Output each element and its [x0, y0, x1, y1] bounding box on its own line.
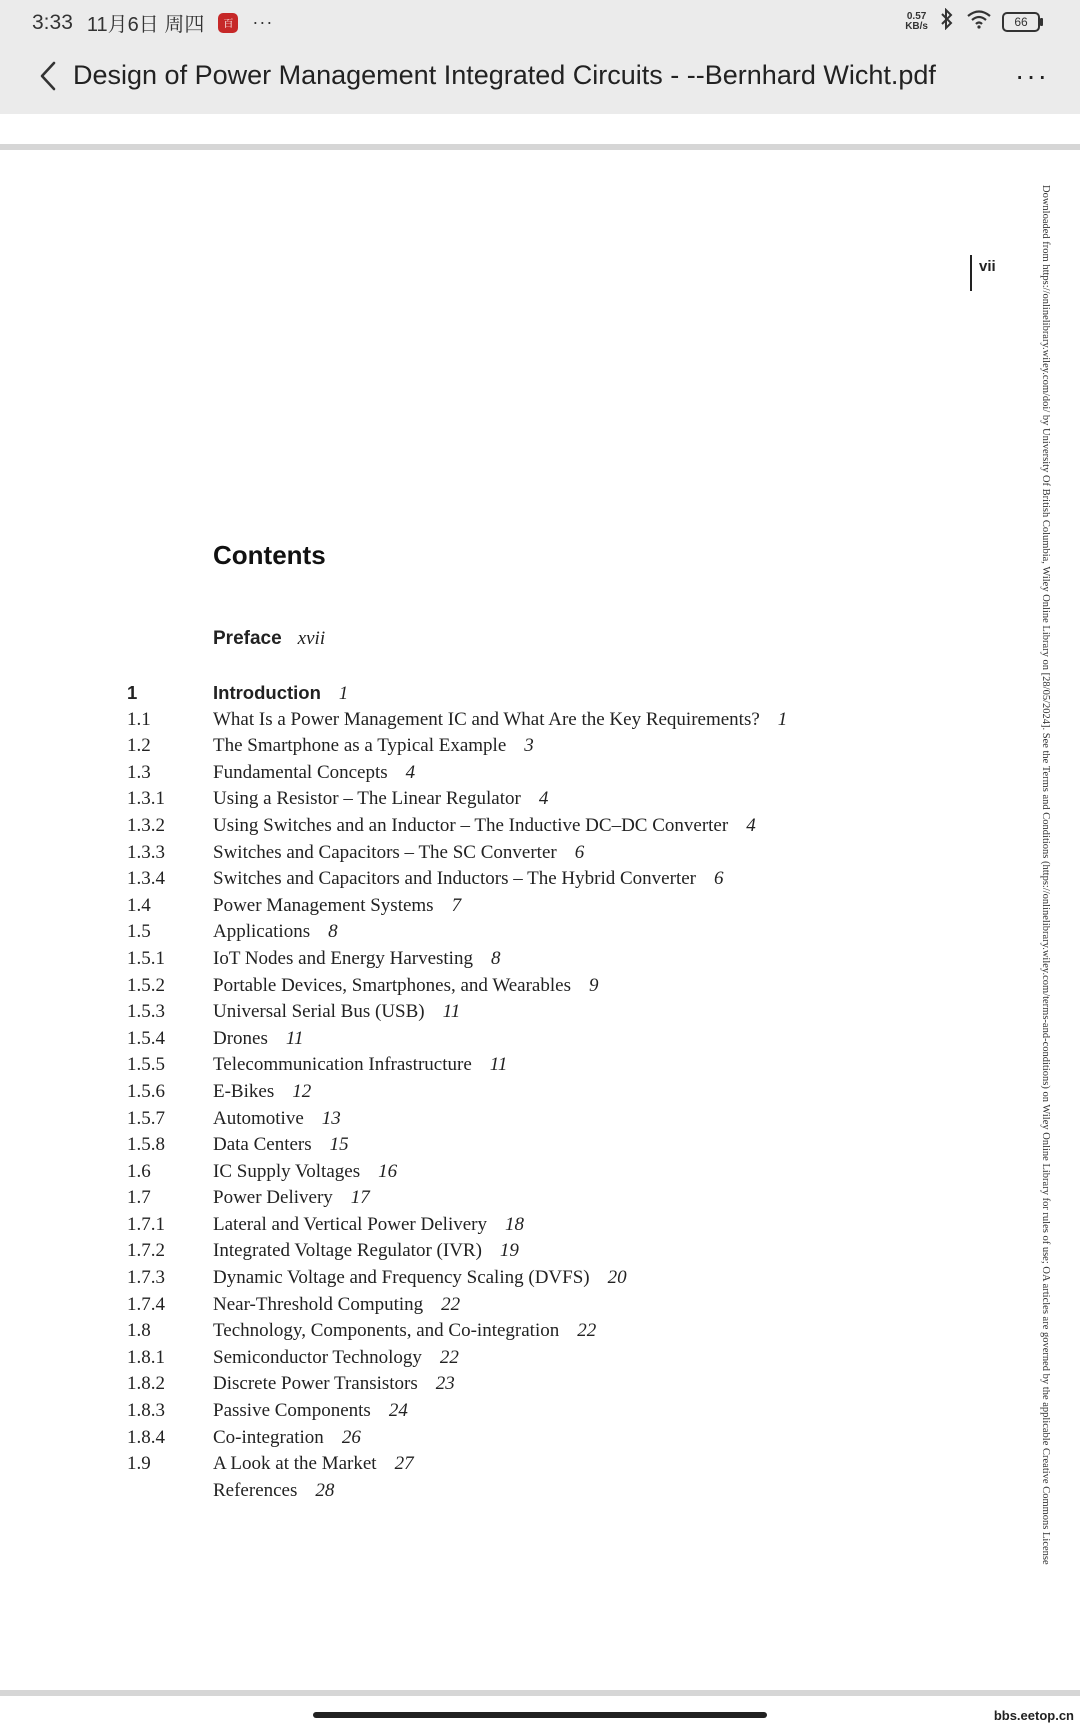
toc-entry[interactable]	[127, 1081, 1007, 1108]
toc-entry-title-wrap	[213, 1214, 524, 1236]
status-time: 3:33	[32, 10, 73, 34]
toc-entry-page: 6	[574, 841, 585, 863]
toc-entry-title-wrap	[213, 895, 461, 917]
home-indicator[interactable]	[313, 1712, 767, 1718]
toc-entry-title: Power Management Systems	[213, 894, 434, 916]
toc-entry[interactable]	[127, 682, 1007, 709]
toc-entry-title-wrap	[213, 975, 598, 997]
toc-entry-number: 1.5.4	[127, 1027, 165, 1049]
toc-entry-page: 1	[777, 708, 788, 730]
toc-entry-title-wrap	[213, 788, 548, 810]
battery-level: 66	[1014, 15, 1028, 29]
toc-entry-page: 4	[746, 814, 756, 836]
watermark: bbs.eetop.cn	[993, 1708, 1074, 1723]
toc-entry-title-wrap	[213, 1427, 361, 1449]
toc-entry-page: 26	[341, 1426, 361, 1448]
toc-entry-title: Co-integration	[213, 1426, 324, 1448]
toc-entry-title-wrap	[213, 1453, 414, 1475]
toc-entry-page: 3	[524, 735, 534, 757]
toc-entry-page: 24	[388, 1400, 408, 1422]
toc-entry-number: 1.6	[127, 1160, 151, 1182]
toc-entry-number: 1.5.5	[127, 1054, 165, 1076]
toc-entry-number: 1.5	[127, 921, 151, 943]
battery-icon	[1002, 12, 1040, 32]
toc-entry-number: 1.7.3	[127, 1267, 165, 1289]
toc-entry-page: 22	[441, 1293, 461, 1315]
toc-entry[interactable]	[127, 1400, 1007, 1427]
toc-entry-number: 1.7	[127, 1187, 151, 1209]
toc-entry-title-wrap	[213, 735, 534, 757]
toc-entry-page: 27	[394, 1453, 414, 1475]
toc-entry[interactable]	[127, 1320, 1007, 1347]
toc-entry-number: 1.5.6	[127, 1080, 165, 1102]
toc-entry[interactable]	[127, 1373, 1007, 1400]
toc-entry-title-wrap	[213, 1400, 408, 1422]
toc-entry-title: Dynamic Voltage and Frequency Scaling (DVFS)	[213, 1267, 590, 1289]
toc-entry-title: Introduction	[213, 682, 321, 703]
net-speed	[905, 12, 928, 32]
toc-entry-title-wrap	[213, 1054, 507, 1076]
toc-entry-page: 8	[490, 947, 501, 969]
toc-entry-title-wrap	[213, 842, 584, 864]
toc-entry-number: 1.5.2	[127, 974, 165, 996]
toc-entry-title: Applications	[213, 921, 311, 943]
toc-entry-title-wrap	[213, 682, 348, 705]
toc-entry-title: Passive Components	[213, 1400, 371, 1422]
toc-entry-title-wrap	[213, 1081, 311, 1103]
net-speed-unit: KB/s	[905, 21, 928, 32]
contents-heading: Contents	[213, 540, 326, 570]
toc-entry-page: 13	[321, 1107, 341, 1129]
toc-entry[interactable]	[127, 1453, 1007, 1480]
toc-entry-page: 28	[315, 1479, 335, 1501]
toc-entry[interactable]	[127, 1161, 1007, 1188]
table-of-contents	[127, 682, 1007, 1506]
toc-entry-number: 1.3.3	[127, 841, 165, 863]
toc-entry-title: Fundamental Concepts	[213, 761, 388, 783]
toc-entry-title: Power Delivery	[213, 1187, 333, 1209]
more-notifications-icon: ···	[252, 12, 274, 32]
status-date: 11月6日 周四	[86, 14, 205, 36]
toc-entry-title-wrap	[213, 815, 756, 837]
toc-entry-page: 9	[588, 974, 599, 996]
toc-entry[interactable]	[127, 1054, 1007, 1081]
toc-entry[interactable]	[127, 762, 1007, 789]
download-notice: Downloaded from https://onlinelibrary.wiley.com/doi/ by University Of British Columbia, Wiley Online Library on [28/05/2024]. See the Terms and Conditions (https://onlinelibrary.wiley.com/terms-and-conditions) on Wiley Online Library for rules of use; OA articles are governed by the applicable Creative Commons License	[1040, 185, 1051, 1565]
toc-entry-number: 1.3	[127, 761, 151, 783]
more-options-button[interactable]: ···	[1015, 60, 1049, 91]
toc-entry[interactable]	[127, 1267, 1007, 1294]
chevron-left-icon	[39, 61, 57, 91]
toc-entry[interactable]	[127, 1001, 1007, 1028]
toc-entry-page: 8	[328, 921, 338, 943]
toc-entry-title-wrap	[213, 1294, 460, 1316]
toc-entry-title: Switches and Capacitors and Inductors – The Hybrid Converter	[213, 868, 696, 890]
toc-entry-page: 11	[285, 1027, 304, 1049]
toc-entry-number: 1.5.7	[127, 1107, 165, 1129]
document-title: Design of Power Management Integrated Circuits - --Bernhard Wicht.pdf	[73, 60, 936, 90]
toc-entry-title-wrap	[213, 1240, 519, 1262]
page-number-rule	[970, 255, 972, 291]
app-toolbar	[0, 40, 1080, 114]
toc-entry-page: 23	[435, 1373, 455, 1395]
toc-entry[interactable]	[127, 815, 1007, 842]
toc-entry-page: 16	[378, 1160, 398, 1182]
toc-entry[interactable]	[127, 975, 1007, 1002]
toc-entry-title: Near-Threshold Computing	[213, 1293, 424, 1315]
toc-entry-title: Portable Devices, Smartphones, and Wearables	[213, 974, 571, 996]
toc-entry-page: 4	[538, 788, 549, 810]
toc-entry-title: Lateral and Vertical Power Delivery	[213, 1213, 487, 1235]
toc-entry[interactable]	[127, 948, 1007, 975]
toc-entry-title: Technology, Components, and Co-integration	[213, 1320, 560, 1342]
toc-entry-title-wrap	[213, 1134, 349, 1156]
toc-entry-page: 12	[292, 1080, 312, 1102]
toc-entry-number: 1.5.3	[127, 1001, 165, 1023]
toc-entry-title: References	[213, 1479, 298, 1501]
toc-entry-page: 18	[504, 1213, 524, 1235]
toc-entry[interactable]	[127, 1427, 1007, 1454]
app-notification-icon: 百	[218, 13, 238, 33]
toc-entry-title-wrap	[213, 1001, 460, 1023]
toc-entry-title-wrap	[213, 1108, 341, 1130]
toc-entry-number: 1.7.4	[127, 1293, 165, 1315]
toc-entry-title: The Smartphone as a Typical Example	[213, 735, 507, 757]
toc-entry-title-wrap	[213, 762, 415, 784]
toc-entry-page: 15	[329, 1134, 349, 1156]
toc-entry-title-wrap	[213, 1267, 627, 1289]
toc-entry[interactable]	[127, 1214, 1007, 1241]
toc-entry-title-wrap	[213, 1347, 459, 1369]
toc-entry-number: 1.9	[127, 1453, 151, 1475]
wifi-icon	[966, 9, 992, 35]
toc-entry-number: 1.3.4	[127, 868, 165, 890]
toc-entry-number: 1.8.1	[127, 1346, 165, 1368]
toc-entry-title: Discrete Power Transistors	[213, 1373, 418, 1395]
toc-entry[interactable]	[127, 1294, 1007, 1321]
toc-entry-page: 22	[577, 1320, 597, 1342]
toc-entry[interactable]	[127, 1480, 1007, 1507]
toc-entry-page: 4	[405, 761, 416, 783]
toc-entry[interactable]	[127, 868, 1007, 895]
toc-entry-number: 1.8	[127, 1320, 151, 1342]
toc-entry-title: Using Switches and an Inductor – The Inductive DC–DC Converter	[213, 814, 729, 836]
toc-entry-title-wrap	[213, 868, 723, 890]
toc-entry-title-wrap	[213, 1480, 334, 1502]
toc-entry[interactable]	[127, 709, 1007, 736]
toc-entry-number: 1.3.2	[127, 814, 165, 836]
toc-entry[interactable]	[127, 921, 1007, 948]
toc-entry-page: 19	[499, 1240, 519, 1262]
toc-entry-page: 17	[350, 1187, 370, 1209]
toc-entry-page: 11	[442, 1001, 461, 1023]
toc-entry[interactable]	[127, 1108, 1007, 1135]
toc-entry-title: Switches and Capacitors – The SC Converter	[213, 841, 557, 863]
toc-entry-title: Telecommunication Infrastructure	[213, 1054, 472, 1076]
toc-entry-title: A Look at the Market	[213, 1453, 377, 1475]
toc-entry[interactable]	[127, 895, 1007, 922]
toc-entry-number: 1.5.1	[127, 947, 165, 969]
toc-entry-title: IoT Nodes and Energy Harvesting	[213, 947, 473, 969]
toc-entry[interactable]	[127, 1240, 1007, 1267]
net-speed-value: 0.57	[906, 11, 927, 22]
toc-entry-title: Drones	[213, 1027, 268, 1049]
toc-entry-title: Semiconductor Technology	[213, 1346, 422, 1368]
toc-entry[interactable]	[127, 1187, 1007, 1214]
toc-entry-page: 1	[338, 684, 349, 704]
pdf-page[interactable]	[0, 150, 1080, 1690]
toc-entry-title-wrap	[213, 948, 500, 970]
toc-entry-number: 1.2	[127, 735, 151, 757]
toc-entry-number: 1.1	[127, 708, 151, 730]
toc-entry-title-wrap	[213, 709, 787, 731]
page-gap	[0, 114, 1080, 144]
toc-entry-title: Data Centers	[213, 1134, 312, 1156]
toc-entry-title-wrap	[213, 1320, 596, 1342]
toc-entry-title-wrap	[213, 921, 338, 943]
toc-entry-title-wrap	[213, 1187, 370, 1209]
toc-entry-page: 6	[713, 868, 724, 890]
toc-entry-title: What Is a Power Management IC and What Are the Key Requirements?	[213, 708, 760, 730]
toc-entry-title: Universal Serial Bus (USB)	[213, 1001, 425, 1023]
toc-entry-number: 1	[127, 682, 138, 703]
toc-entry-title: E-Bikes	[213, 1080, 275, 1102]
toc-entry[interactable]	[127, 788, 1007, 815]
toc-entry-title-wrap	[213, 1161, 397, 1183]
toc-entry-number: 1.8.2	[127, 1373, 165, 1395]
preface-label: Preface	[213, 628, 282, 649]
toc-entry-title: IC Supply Voltages	[213, 1160, 361, 1182]
toc-entry-number: 1.8.4	[127, 1426, 165, 1448]
toc-entry[interactable]	[127, 1347, 1007, 1374]
toc-preface	[213, 628, 325, 650]
page-number: vii	[979, 258, 996, 275]
toc-entry-number: 1.8.3	[127, 1400, 165, 1422]
toc-entry-page: 22	[439, 1346, 459, 1368]
back-button[interactable]	[28, 56, 68, 96]
toc-entry-number: 1.3.1	[127, 788, 165, 810]
toc-entry-page: 20	[607, 1267, 627, 1289]
toc-entry-title: Using a Resistor – The Linear Regulator	[213, 788, 521, 810]
toc-entry[interactable]	[127, 842, 1007, 869]
toc-entry-title-wrap	[213, 1028, 303, 1050]
toc-entry-number: 1.7.2	[127, 1240, 165, 1262]
toc-entry-page: 11	[489, 1054, 508, 1076]
toc-entry[interactable]	[127, 1134, 1007, 1161]
toc-entry-number: 1.4	[127, 894, 151, 916]
toc-entry-number: 1.7.1	[127, 1213, 165, 1235]
toc-entry-title: Automotive	[213, 1107, 304, 1129]
toc-entry[interactable]	[127, 1028, 1007, 1055]
toc-entry-page: 7	[451, 894, 462, 916]
bluetooth-icon	[938, 8, 956, 36]
toc-entry[interactable]	[127, 735, 1007, 762]
status-bar	[0, 0, 1080, 40]
toc-entry-number: 1.5.8	[127, 1134, 165, 1156]
toc-entry-title-wrap	[213, 1373, 455, 1395]
preface-page: xvii	[297, 628, 326, 649]
toc-entry-title: Integrated Voltage Regulator (IVR)	[213, 1240, 482, 1262]
